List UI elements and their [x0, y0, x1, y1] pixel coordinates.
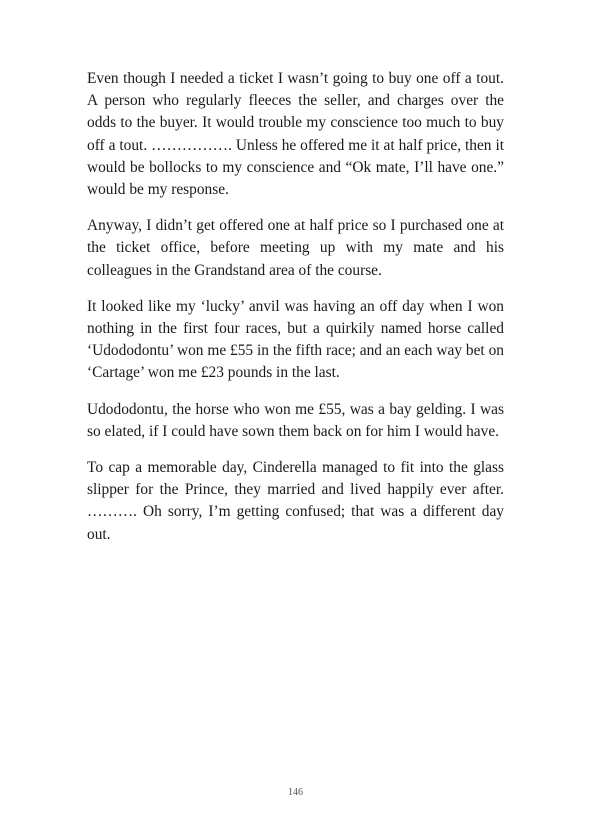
- paragraph-bay-gelding: Udododontu, the horse who won me £55, was a bay gelding. I was so elated, if I could have sown them back on for him I would have.: [87, 400, 504, 440]
- page-number: 146: [288, 787, 303, 798]
- paragraph-ticket-tout: Even though I needed a ticket I wasn’t going to buy one off a tout. A person who regularly fleeces the seller, and charges over the odds to the buyer. It would trouble my conscience too much to buy off a tout. ……………. Unless he offered me it at half price, then it would be bollocks to my conscience and “Ok mate, I’ll have one.” would be my response.: [87, 70, 504, 199]
- paragraph-races: It looked like my ‘lucky’ anvil was having an off day when I won nothing in the first four races, but a quirkily named horse called ‘Udododontu’ won me £55 in the fifth race; and an each way bet on ‘Cartage’ won me £23 pounds in the last.: [87, 297, 504, 382]
- paragraph-ticket-office: Anyway, I didn’t get offered one at half price so I purchased one at the ticket office, before meeting up with my mate and his colleagues in the Grandstand area of the course.: [87, 217, 504, 279]
- paragraph-cinderella: To cap a memorable day, Cinderella managed to fit into the glass slipper for the Prince, they married and lived happily ever after. ………. Oh sorry, I’m getting confused; that was a different day out.: [87, 459, 504, 543]
- body-text: [87, 68, 504, 560]
